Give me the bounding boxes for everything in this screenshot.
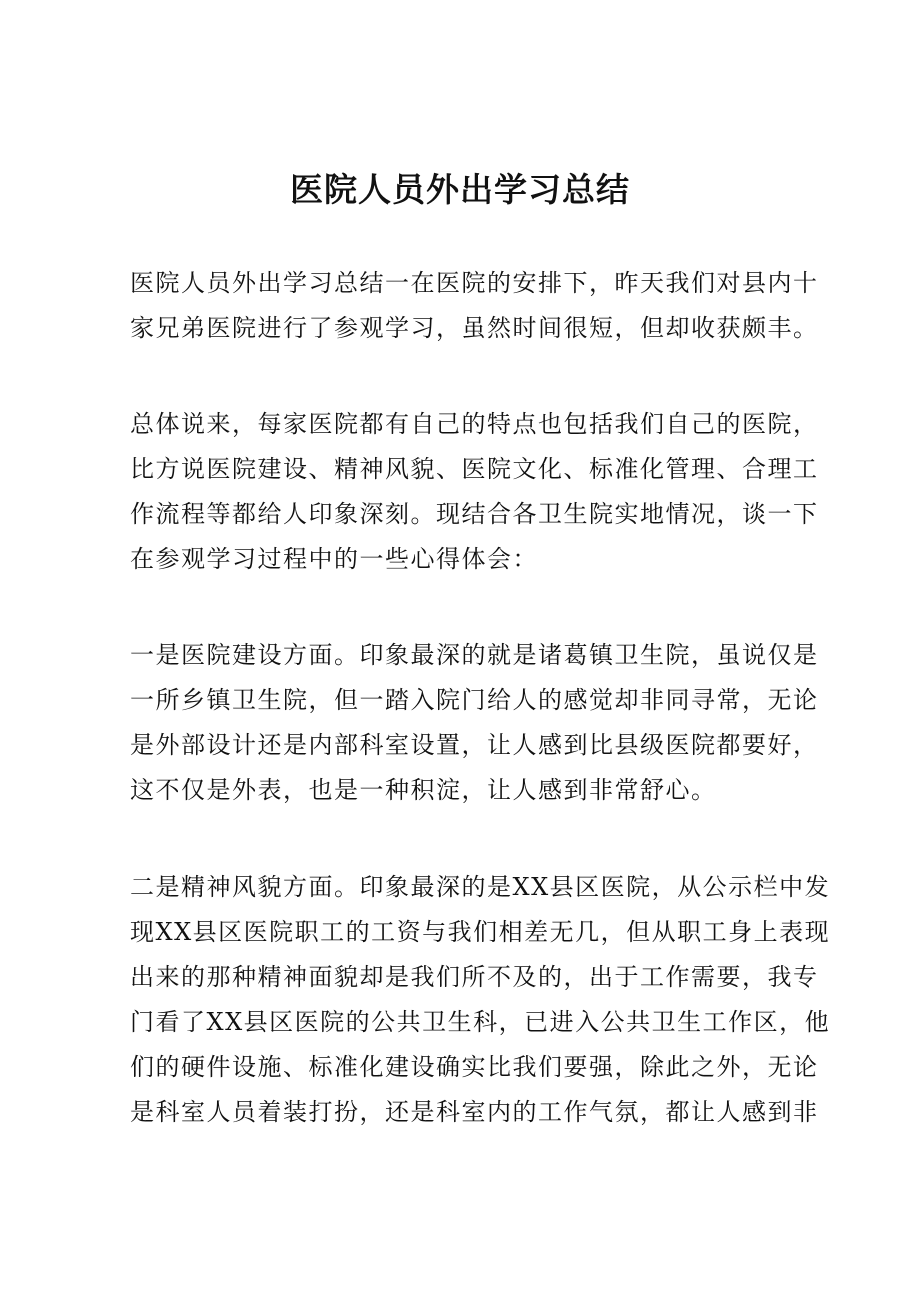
paragraph-line: 现XX县区医院职工的工资与我们相差无几，但从职工身上表现 <box>130 918 831 946</box>
paragraph-line: 一是医院建设方面。印象最深的就是诸葛镇卫生院，虽说仅是 <box>130 641 819 669</box>
paragraph-line: 出来的那种精神面貌却是我们所不及的，出于工作需要，我专 <box>130 963 819 991</box>
paragraph-1 <box>130 261 819 351</box>
paragraph-line: 门看了XX县区医院的公共卫生科，已进入公共卫生工作区，他 <box>130 1008 831 1036</box>
paragraph-line: 总体说来，每家医院都有自己的特点也包括我们自己的医院， <box>130 410 819 438</box>
paragraph-line: 们的硬件设施、标准化建设确实比我们要强，除此之外，无论 <box>130 1053 819 1081</box>
document-title: 医院人员外出学习总结 <box>290 170 630 209</box>
paragraph-2 <box>130 402 819 582</box>
paragraph-line: 医院人员外出学习总结一在医院的安排下，昨天我们对县内十 <box>130 269 819 297</box>
paragraph-line: 这不仅是外表，也是一种积淀，让人感到非常舒心。 <box>130 776 717 804</box>
paragraph-line: 比方说医院建设、精神风貌、医院文化、标准化管理、合理工 <box>130 455 819 483</box>
paragraph-line: 是科室人员着装打扮，还是科室内的工作气氛，都让人感到非 <box>130 1098 819 1126</box>
paragraph-line: 在参观学习过程中的一些心得体会： <box>130 545 538 573</box>
paragraph-line: 家兄弟医院进行了参观学习，虽然时间很短，但却收获颇丰。 <box>130 314 819 342</box>
paragraph-4 <box>130 865 831 1135</box>
paragraph-line: 是外部设计还是内部科室设置，让人感到比县级医院都要好， <box>130 731 819 759</box>
paragraph-line: 作流程等都给人印象深刻。现结合各卫生院实地情况，谈一下 <box>130 500 819 528</box>
paragraph-line: 一所乡镇卫生院，但一踏入院门给人的感觉却非同寻常，无论 <box>130 686 819 714</box>
paragraph-3 <box>130 633 819 813</box>
paragraph-line: 二是精神风貌方面。印象最深的是XX县区医院，从公示栏中发 <box>130 873 831 901</box>
